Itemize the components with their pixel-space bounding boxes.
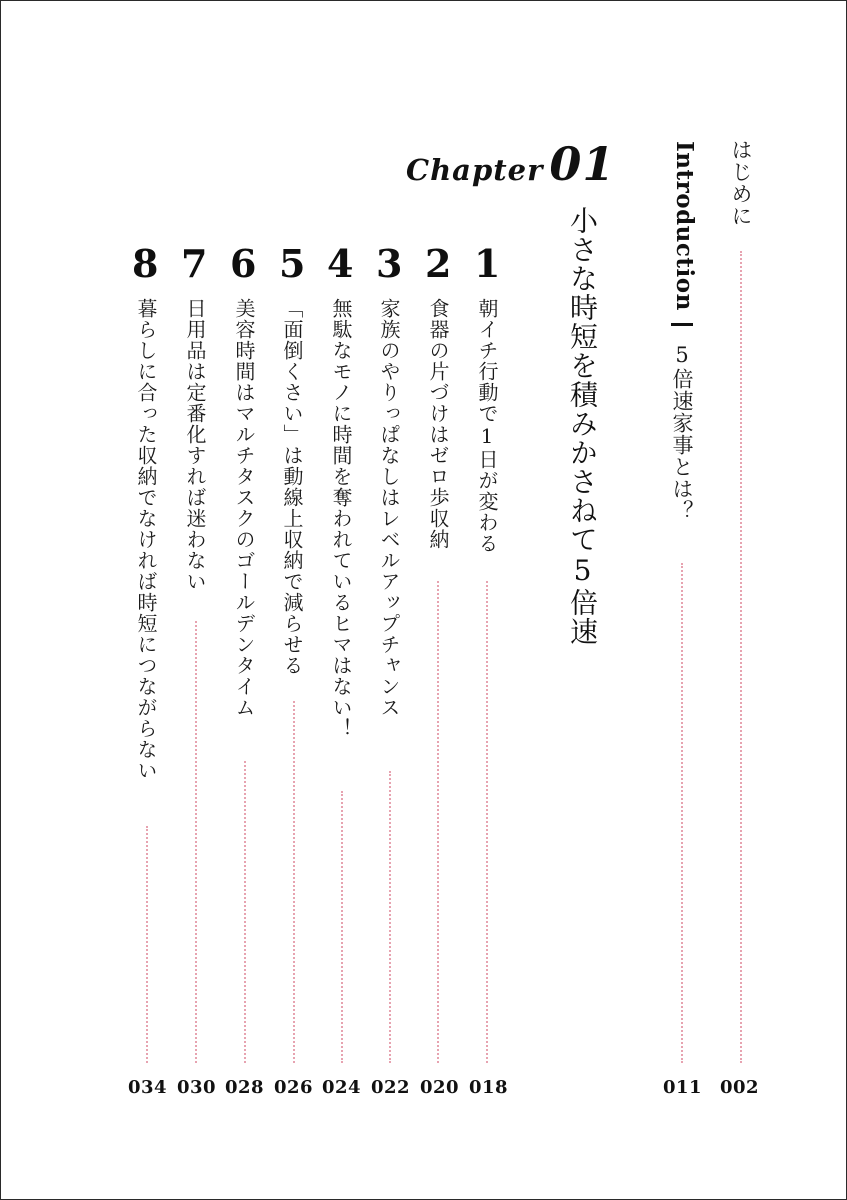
introduction-dash [671,323,693,326]
item-title: 美容時間はマルチタスクのゴールデンタイム [232,298,256,718]
introduction-leader [681,563,683,1063]
item-leader [293,701,295,1063]
item-number: 3 [376,241,403,286]
item-leader [389,771,391,1063]
item-title: 無駄なモノに時間を奪われているヒマはない！ [329,298,353,739]
item-page: 022 [371,1077,411,1098]
item-leader [437,581,439,1063]
chapter-title: 小さな時短を積みかさねて5倍速 [566,206,599,646]
item-title: 食器の片づけはゼロ歩収納 [426,298,450,550]
item-title: 暮らしに合った収納でなければ時短につながらない [134,298,158,781]
item-number: 2 [425,241,452,286]
item-number: 4 [327,241,354,286]
item-number: 6 [230,241,257,286]
chapter-heading [406,137,615,191]
item-leader [244,761,246,1063]
hajimeni-title: はじめに [729,139,753,227]
item-page: 024 [322,1077,362,1098]
introduction-label: Introduction [671,141,698,311]
introduction-page: 011 [663,1077,703,1098]
item-title: 家族のやりっぱなしはレベルアップチャンス [377,298,401,718]
item-number: 8 [132,241,159,286]
item-page: 026 [274,1077,314,1098]
item-number: 1 [474,241,501,286]
item-title: 朝イチ行動で1日が変わる [475,298,499,554]
chapter-number: 01 [549,137,616,191]
item-leader [195,621,197,1063]
item-title: 日用品は定番化すれば迷わない [183,298,207,592]
item-leader [341,791,343,1063]
item-leader [146,826,148,1063]
item-title: 「面倒くさい」は動線上収納で減らせる [280,298,304,676]
item-page: 030 [177,1077,217,1098]
hajimeni-page: 002 [720,1077,760,1098]
item-number: 5 [279,241,306,286]
hajimeni-leader [740,251,742,1063]
item-page: 020 [420,1077,460,1098]
item-number: 7 [181,241,208,286]
chapter-label: Chapter [406,153,544,187]
item-page: 034 [128,1077,168,1098]
item-page: 018 [469,1077,509,1098]
item-page: 028 [225,1077,265,1098]
introduction-title: 5倍速家事とは？ [670,343,694,522]
item-leader [486,581,488,1063]
